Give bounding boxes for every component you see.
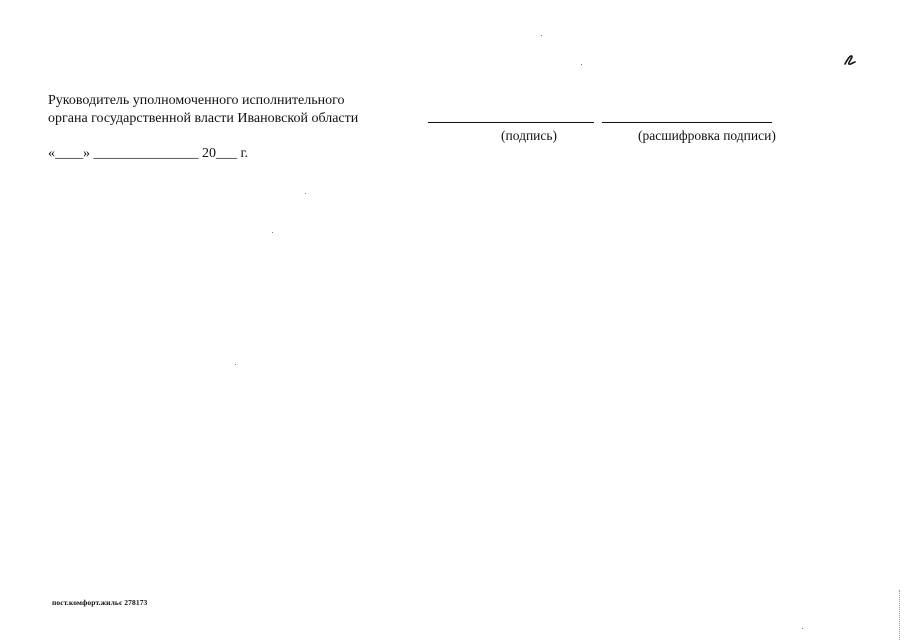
scan-speck <box>541 35 542 36</box>
signature-line <box>428 122 594 123</box>
scan-speck <box>581 64 582 65</box>
date-day-blank: ____ <box>55 146 83 161</box>
signature-decoding-line <box>602 122 772 123</box>
date-year-prefix: 20 <box>202 146 216 161</box>
signature-decoding-caption: (расшифровка подписи) <box>638 128 776 143</box>
date-year-suffix: г. <box>240 146 249 161</box>
scan-edge-line <box>899 590 900 640</box>
signature-caption: (подпись) <box>501 128 558 143</box>
signatory-title-line-1: Руководитель уполномоченного исполнительного <box>48 93 345 108</box>
date-line <box>48 145 248 162</box>
date-year-blank: ___ <box>216 146 237 161</box>
date-open-quote: « <box>48 146 55 161</box>
date-close-quote: » <box>83 146 90 161</box>
handwritten-mark-icon <box>843 53 857 67</box>
scan-speck <box>235 364 236 365</box>
scan-speck <box>305 193 306 194</box>
signatory-title-line-2: органа государственной власти Ивановской области <box>48 111 359 126</box>
scan-speck <box>802 628 803 629</box>
scan-speck <box>272 232 273 233</box>
footer-document-code: пост.комфорт.жильє 278173 <box>52 598 148 607</box>
date-month-blank: _______________ <box>93 146 199 161</box>
